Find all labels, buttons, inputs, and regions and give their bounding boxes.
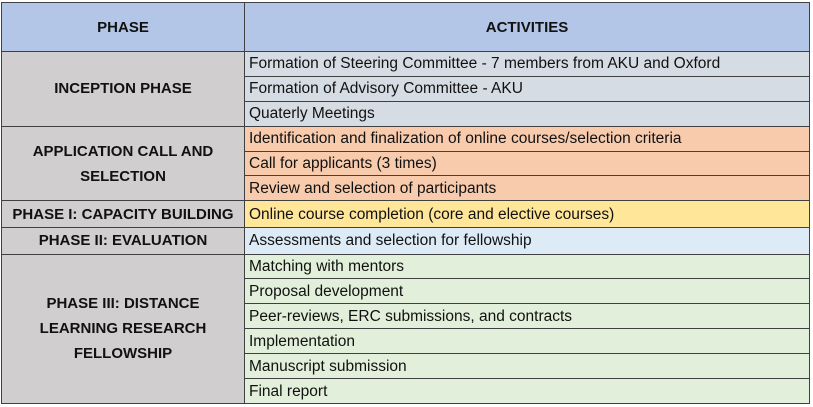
activity-cell: Proposal development <box>245 279 810 304</box>
table-header-row <box>2 3 810 52</box>
activity-cell: Call for applicants (3 times) <box>245 151 810 176</box>
table-row <box>2 254 810 279</box>
activity-cell: Manuscript submission <box>245 354 810 379</box>
activity-cell: Peer-reviews, ERC submissions, and contracts <box>245 304 810 329</box>
activity-cell: Assessments and selection for fellowship <box>245 227 810 254</box>
table-row <box>2 201 810 228</box>
phase-cell: PHASE I: CAPACITY BUILDING <box>2 201 245 228</box>
activity-cell: Implementation <box>245 329 810 354</box>
table-row <box>2 227 810 254</box>
phase-cell: PHASE II: EVALUATION <box>2 227 245 254</box>
table-row <box>2 126 810 151</box>
phase-column-header: PHASE <box>2 3 245 52</box>
activity-cell: Matching with mentors <box>245 254 810 279</box>
activity-cell: Formation of Steering Committee - 7 members from AKU and Oxford <box>245 52 810 77</box>
table-body <box>2 52 810 404</box>
table-row <box>2 52 810 77</box>
activities-column-header: ACTIVITIES <box>245 3 810 52</box>
phase-cell: INCEPTION PHASE <box>2 52 245 127</box>
phase-cell: APPLICATION CALL AND SELECTION <box>2 126 245 201</box>
activity-cell: Identification and finalization of online courses/selection criteria <box>245 126 810 151</box>
activity-cell: Quaterly Meetings <box>245 101 810 126</box>
activity-cell: Online course completion (core and elective courses) <box>245 201 810 228</box>
activity-cell: Review and selection of participants <box>245 176 810 201</box>
phases-table <box>1 2 810 404</box>
phase-cell: PHASE III: DISTANCE LEARNING RESEARCH FELLOWSHIP <box>2 254 245 403</box>
activity-cell: Formation of Advisory Committee - AKU <box>245 76 810 101</box>
activity-cell: Final report <box>245 379 810 404</box>
